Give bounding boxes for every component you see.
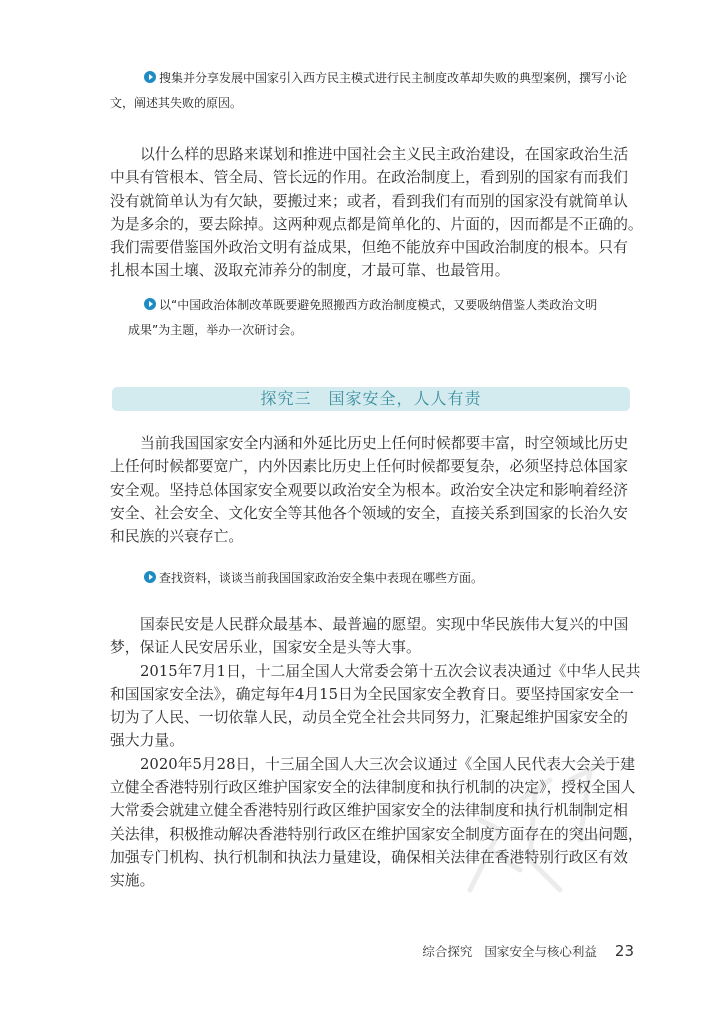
text-line: 中具有管根本、管全局、管长远的作用。在政治制度上，看到别的国家有而我们 [110,169,628,187]
text-line: 我们需要借鉴国外政治文明有益成果，但绝不能放弃中国政治制度的根本。只有 [110,239,628,257]
activity-line: 成果”为主题，举办一次研讨会。 [128,323,303,337]
text-line: 关法律，积极推动解决香港特别行政区在维护国家安全制度方面存在的突出问题， [110,825,643,843]
arrow-bullet-icon [144,298,156,310]
activity-line: 以“中国政治体制改革既要避免照搬西方政治制度模式，又要吸纳借鉴人类政治文明 [159,298,598,312]
text-line: 扎根本国土壤、汲取充沛养分的制度，才最可靠、也最管用。 [110,262,510,280]
paragraph-3 [110,613,643,893]
text-line: 以什么样的思路来谋划和推进中国社会主义民主政治建设，在国家政治生活 [140,146,629,163]
text-line: 梦，保证人民安居乐业，国家安全是头等大事。 [110,639,421,657]
text-line: 安全观。坚持总体国家安全观要以政治安全为根本。政治安全决定和影响着经济 [110,481,628,499]
page-footer [414,942,634,960]
paragraph-1 [110,143,643,283]
text-line: 2015年7月1日，十二届全国人大常委会第十五次会议表决通过《中华人民共 [140,662,641,680]
text-line: 立健全香港特别行政区维护国家安全的法律制度和执行机制的决定》，授权全国人 [110,779,636,797]
text-line: 加强专门机构、执行机制和执法力量建设，确保相关法律在香港特别行政区有效 [110,848,628,866]
text-line: 实施。 [110,872,155,890]
text-line: 安全、社会安全、文化安全等其他各个领域的安全，直接关系到国家的长治久安 [110,504,628,522]
arrow-bullet-icon [144,71,156,83]
activity-prompt-1 [110,66,630,116]
activity-prompt-3 [110,566,630,591]
text-line: 国泰民安是人民群众最基本、最普遍的愿望。实现中华民族伟大复兴的中国 [140,616,629,633]
footer-section: 综合探究 [422,944,473,959]
text-line: 切为了人民、一切依靠人民，动员全党全社会共同努力，汇聚起维护国家安全的 [110,709,628,727]
text-line: 和国国家安全法》，确定每年4月15日为全民国家安全教育日。要坚持国家安全一 [110,685,634,703]
activity-prompt-2 [110,293,630,343]
page-number: 23 [614,942,634,960]
activity-line: 文，阐述其失败的原因。 [110,96,243,110]
footer-chapter: 国家安全与核心利益 [484,944,597,959]
text-line: 和民族的兴衰存亡。 [110,528,244,546]
text-line: 强大力量。 [110,732,184,750]
text-line: 2020年5月28日，十三届全国人大三次会议通过《全国人民代表大会关于建 [140,755,636,773]
paragraph-2 [110,432,630,548]
activity-line: 搜集并分享发展中国家引入西方民主模式进行民主制度改革却失败的典型案例，撰写小论 [159,71,628,85]
section-heading: 探究三 国家安全，人人有责 [112,387,630,411]
text-line: 当前我国国家安全内涵和外延比历史上任何时候都要丰富，时空领域比历史 [140,435,629,452]
text-line: 大常委会就建立健全香港特别行政区维护国家安全的法律制度和执行机制制定相 [110,802,628,820]
arrow-bullet-icon [144,571,156,583]
activity-line: 查找资料，谈谈当前我国国家政治安全集中表现在哪些方面。 [159,571,484,585]
text-line: 没有就简单认为有欠缺，要搬过来；或者，看到我们有而别的国家没有就简单认 [110,192,628,210]
text-line: 为是多余的，要去除掉。这两种观点都是简单化的、片面的，因而都是不正确的。 [110,215,643,233]
text-line: 上任何时候都要宽广，内外因素比历史上任何时候都要复杂，必须坚持总体国家 [110,458,628,476]
